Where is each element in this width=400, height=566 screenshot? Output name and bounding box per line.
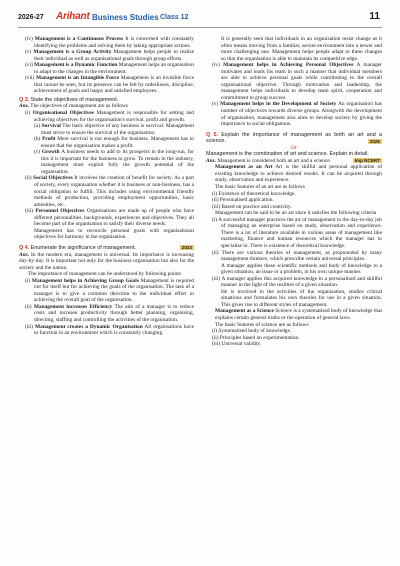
paragraph: Management as a Science Science is a systematised body of knowledge that explains certain general truths or the operation of general laws. [215,308,382,321]
list-item: (iii) Personnel Objectives Organisations are made up of people who have different personalities, backgrounds, experiences and objectives. They all become part of the organisation to satisfy their diverse needs. [25,208,194,228]
paragraph: The basic features of science are as follows [215,321,309,328]
paragraph: Management can be said to be an art since it satisfies the following criteria [215,210,377,217]
list-item: (iv) Management helps in Achieving Personal Objectives A manager motivates and leads his team in such a manner that individual members are able to achieve personal goals while contributing to the overall organisational objective. Through motivation and leadership, the management helps individuals to develop team spirit, cooperation and commitment to group success. [212,62,382,101]
list-item: (a) Survival The basic objective of any business is survival. Management must strive to ensure the survival of the organisation. [34,123,194,136]
paragraph: A manager applies these scientific methods and body of knowledge to a given situation, an issue or a problem, in his own unique manner. [221,262,382,276]
year-tag: 2026 [369,138,380,144]
paragraph: The importance of management can be understood by following points [28,271,181,278]
list-item: (i) Systematised body of knowledge. [212,328,292,335]
page-number: 11 [369,11,380,22]
list-item: (vii) Management is an Intangible Force Management is an invisible force that cannot be seen, but its presence can be felt by orderliness, discipline, achievement of goals and happy and satisfied employees. [25,75,194,95]
list-item: (b) Profit Mere survival is not enough for business. Management has to ensure that the organisation makes a profit. [34,136,194,149]
subject-title: Business Studies [92,13,159,22]
left-column [19,36,194,337]
year-tag: 2023 [181,245,192,251]
paragraph: He is involved in the activities of the organisation, studies critical situations and formulates his own theories for use in a given situation. This gives rise to different styles of management. [221,288,382,308]
list-item: (ii) Management increases Efficiency The aim of a manager is to reduce costs and increase productivity through better planning, organising, directing, staffing and controlling the activities of the organisation. [25,303,194,323]
list-item: (i) Existence of theoretical knowledge. [212,190,296,197]
alt-question: Management is the combination of art and science. Explain in detail. Imp NCERT [206,151,380,164]
list-item: (i) Management helps in Achieving Group Goals Management is required not for itself but for achieving the goals of the organisation. The task of a manager is to give a common direction to the individual effort in achieving the overall goal of the organisation. [25,277,194,304]
right-column [206,36,382,348]
list-item: (vi) Management is a Dynamic Function Management helps an organisation to adapt to the changes in the environment. [25,62,194,75]
paragraph: It is generally seen that individuals in an organisation resist change as it often means moving from a familiar, secure environment into a newer and more challenging one. Management helps people adapt to these changes so that the organisation is able to maintain its competitive edge. [221,36,382,62]
paragraph: Management has to reconcile personal goals with organisational objectives for harmony in the organisation. [34,227,194,241]
list-item: (c) Growth A business needs to add to its prospects in the long-run, for this it is important for the business to grow. To remain in the industry, management must exploit fully the growth potential of the organisation. [34,149,194,175]
edition-year: 2026-27 [18,14,44,21]
list-item: (iii) Universal validity. [212,341,262,348]
answer-3: Ans. The objectives of management are as follows [19,103,128,110]
list-item: (v) Management is a Group Activity Management helps people to realise their individual as well as organisational goals through group efforts. [25,49,194,62]
ncert-tag: Imp NCERT [354,158,380,164]
list-item: (ii) There are various theories of management, as propounded by many management thinkers, which prescribe certain universal principles. [212,249,382,263]
question-3: Q 3. State the objectives of management. [19,96,119,103]
list-item: (ii) Principles based on experimentation. [212,334,300,341]
list-item: (iv) Management is a Continuous Process It is concerned with constantly identifying the problems and solving them by taking appropriate actions. [25,36,194,49]
question-4: Q 4. Enumerate the significance of management. 2023 [19,244,192,251]
list-item: (ii) Personalised application. [212,197,274,204]
list-item: (iii) Based on practice and creativity. [212,203,292,210]
header-divider [18,27,382,28]
paragraph: Management as an Art Art is the skilful and personal application of existing knowledge to achieve desired results. It can be acquired through study, observation and experience. [215,164,382,184]
answer-4: Ans. In the modern era, management is universal. Its importance is increasing day-by-day. It is important not only for the business organisation but also for the society and the nation. [19,251,194,271]
paragraph: The basic features of an art are as follows [215,184,305,191]
list-item: (iii) A manager applies this acquired knowledge in a personalised and skillful manner in the light of the realities of a given situation. [212,275,382,289]
list-item: (iii) Management creates a Dynamic Organisation All organisations have to function in an environment which is constantly changing. [25,323,194,337]
list-item: (i) Organisational Objectives Management is responsible for setting and achieving objectives for the organisation's survival, profit and growth. [25,110,194,123]
list-item: (i) A successful manager practices the art of management in the day-to-day job of managing an enterprise based on study, observation and experience. There is a lot of literature available in various areas of management like marketing, finance and human resources which the manager has to specialise in. There is existence of theoretical knowledge. [212,216,382,249]
brand-logo: Arihant [56,11,90,22]
page-header [0,0,400,34]
question-5: Q 5. Explain the importance of management as both an art and a science. 2026 [206,131,382,145]
list-item: (v) Management helps in the Development of Society An organisation has number of objectives towards diverse groups. Alongwith the development of organisation, management also aims to develop society by giving the importance to social obligations. [212,101,382,128]
answer-5: Ans. Management is considered both an art and a science. [206,157,332,164]
or-divider: Or [291,144,297,151]
list-item: (ii) Social Objectives It involves the creation of benefit for society. As a part of society, every organisation whether it is business or non-business, has a social obligation to fulfill. This includes using environmental friendly methods of production, providing employment opportunities, basic amenities, etc. [25,175,195,208]
class-label: Class 12 [160,14,189,21]
